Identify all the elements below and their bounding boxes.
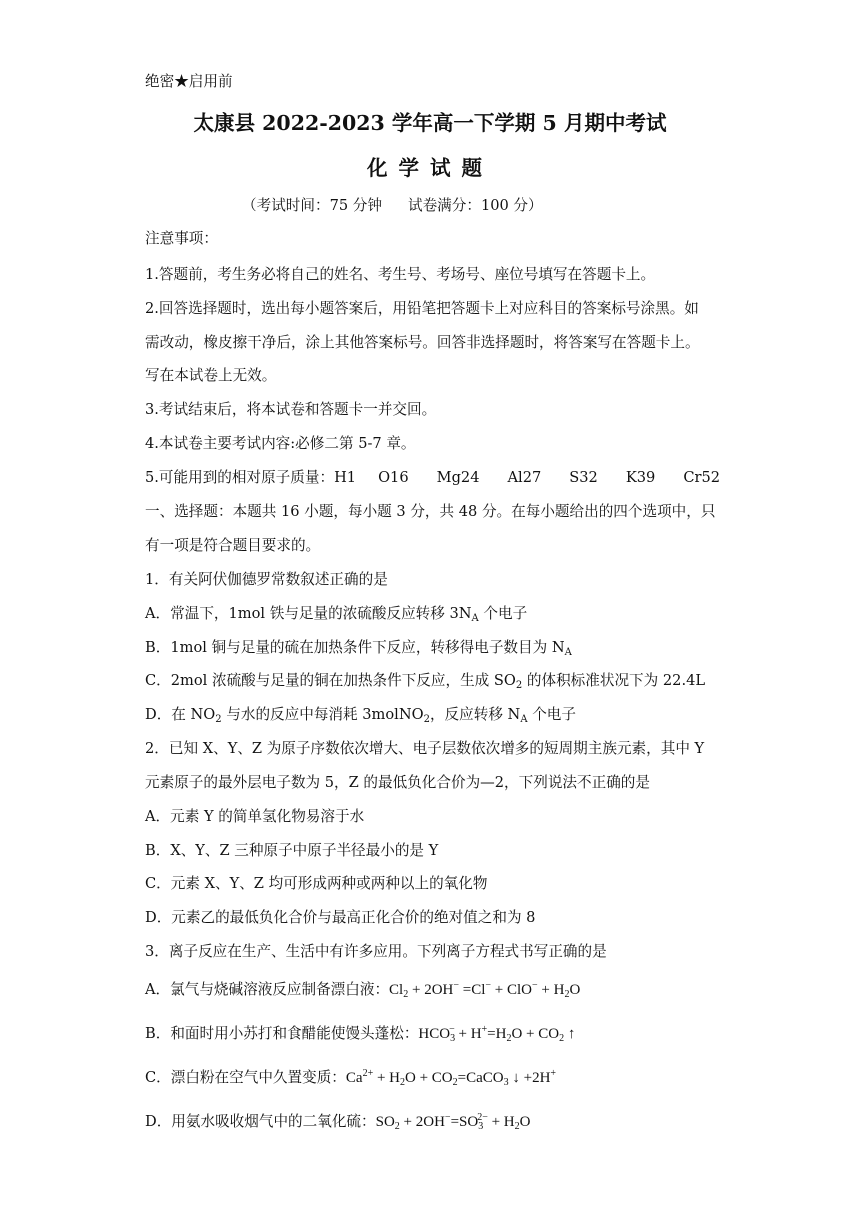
equation-a: $Cl_2 + 2OH^- =Cl^- + ClO^- + H_2O$ <box>389 980 581 1000</box>
question-1-option-a: A．常温下，1mol 铁与足量的浓硫酸反应转移 $3N_A$ 个电子 <box>145 605 528 624</box>
note-4: 4.本试卷主要考试内容:必修二第 5-7 章。 <box>145 435 416 452</box>
notes-heading: 注意事项： <box>145 230 218 247</box>
equation-b: $HCO_3^- + H^+=H_2O + CO_2$ ↑ <box>418 1024 576 1044</box>
confidential-label: 绝密★启用前 <box>145 73 233 90</box>
question-2-option-b: B．X、Y、Z 三种原子中原子半径最小的是 Y <box>145 842 439 859</box>
question-1-option-b: B．1mol 铜与足量的硫在加热条件下反应，转移得电子数目为 $N_A$ <box>145 639 572 658</box>
question-2-option-c: C．元素 X、Y、Z 均可形成两种或两种以上的氧化物 <box>145 875 488 892</box>
question-2-option-a: A．元素 Y 的简单氢化物易溶于水 <box>145 808 365 825</box>
exam-time: （考试时间：75 分钟 <box>242 197 382 214</box>
mass-o: O16 <box>378 469 409 486</box>
equation-d: $SO_2 + 2OH^-=SO_3^{2-} + H_2O$ <box>375 1112 531 1132</box>
question-2-stem-line-2: 元素原子的最外层电子数为 5，Z 的最低负化合价为—2，下列说法不正确的是 <box>145 774 650 791</box>
section-intro-line-1: 一、选择题：本题共 16 小题，每小题 3 分，共 48 分。在每小题给出的四个选项中，只 <box>145 503 716 520</box>
gas-arrow-icon: ↑ <box>567 1026 576 1042</box>
question-3-option-c: C．漂白粉在空气中久置变质：$Ca^{2+} + H_2O$ + $CO_2=CaCO_3$ ↓ +2H+ <box>145 1068 557 1088</box>
exam-info <box>242 196 543 216</box>
question-1-stem: 1．有关阿伏伽德罗常数叙述正确的是 <box>145 571 388 588</box>
mass-s: S32 <box>569 469 598 486</box>
equation-c: $Ca^{2+} + H_2O$ + $CO_2=CaCO_3$ ↓ +2H+ <box>345 1068 557 1088</box>
note-5-prefix: 5.可能用到的相对原子质量： <box>145 469 335 486</box>
mass-al: Al27 <box>507 469 542 486</box>
question-1-option-d: D．在 $NO_2$ 与水的反应中每消耗 3molNO$_2$，反应转移 $N_A$ 个电子 <box>145 706 576 725</box>
mass-mg: Mg24 <box>436 469 480 486</box>
question-3-option-d: D．用氨水吸收烟气中的二氧化硫：$SO_2 + 2OH^-=SO_3^{2-} + H_2O$ <box>145 1112 531 1132</box>
mass-k: K39 <box>625 469 656 486</box>
subject-title: 化学试题 <box>367 156 493 180</box>
question-1-option-c: C．2mol 浓硫酸与足量的铜在加热条件下反应，生成 $SO_2$ 的体积标准状况下为 22.4L <box>145 672 706 691</box>
question-3-option-b: B．和面时用小苏打和食醋能使馒头蓬松：$HCO_3^- + H^+=H_2O + CO_2$ ↑ <box>145 1024 576 1044</box>
mass-h: H1 <box>334 469 357 486</box>
note-2-line-2: 需改动，橡皮擦干净后，涂上其他答案标号。回答非选择题时，将答案写在答题卡上。 <box>145 334 700 351</box>
question-2-option-d: D．元素乙的最低负化合价与最高正化合价的绝对值之和为 8 <box>145 909 536 926</box>
question-2-stem-line-1: 2．已知 X、Y、Z 为原子序数依次增大、电子层数依次增多的短周期主族元素，其中 Y <box>145 740 705 757</box>
note-3: 3.考试结束后，将本试卷和答题卡一并交回。 <box>145 401 437 418</box>
note-2-line-1: 2.回答选择题时，选出每小题答案后，用铅笔把答题卡上对应科目的答案标号涂黑。如 <box>145 300 699 317</box>
mass-cr: Cr52 <box>683 469 721 486</box>
note-2-line-3: 写在本试卷上无效。 <box>145 367 277 384</box>
note-5 <box>145 468 720 488</box>
exam-title: 太康县 2022-2023 学年高一下学期 5 月期中考试 <box>193 111 667 135</box>
precipitate-arrow-icon: ↓ <box>512 1070 520 1086</box>
note-1: 1.答题前，考生务必将自己的姓名、考生号、考场号、座位号填写在答题卡上。 <box>145 266 656 283</box>
question-3-stem: 3．离子反应在生产、生活中有许多应用。下列离子方程式书写正确的是 <box>145 943 607 960</box>
section-intro-line-2: 有一项是符合题目要求的。 <box>145 537 321 554</box>
question-3-option-a: A．氯气与烧碱溶液反应制备漂白液：$Cl_2 + 2OH^- =Cl^- + ClO^- + H_2O$ <box>145 980 581 1000</box>
full-score: 试卷满分：100 分） <box>407 197 543 214</box>
